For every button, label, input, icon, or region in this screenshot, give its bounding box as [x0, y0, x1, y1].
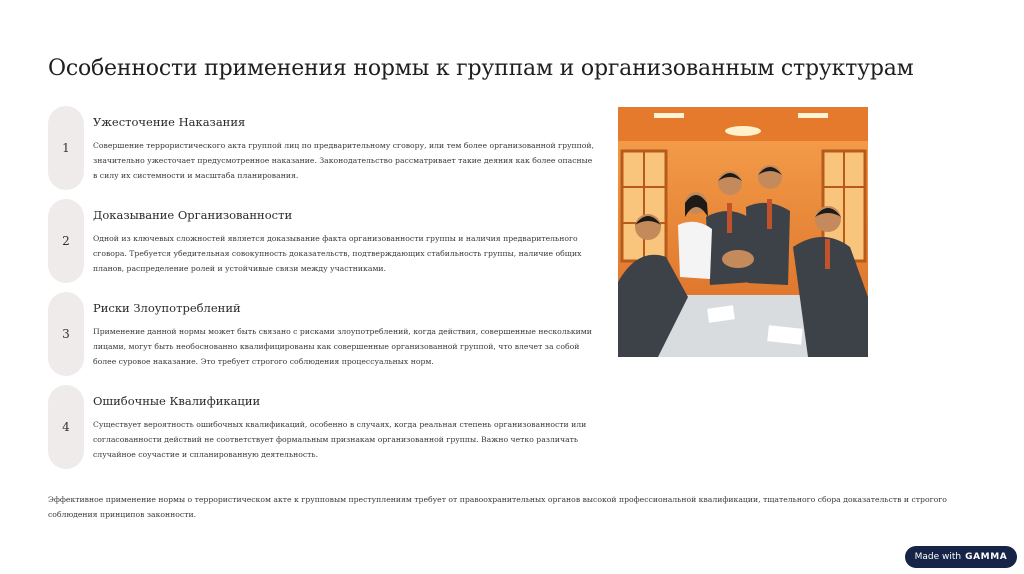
step-number-pill: 4 [48, 385, 84, 469]
item-text: Применение данной нормы может быть связано с рисками злоупотреблений, когда действия, совершенные несколькими лицами, могут быть необоснованно квалифицированы как совершенные организованной группой, что влечет за собой более суровое наказание. Это требует строгого соблюдения процессуальных норм. [93, 327, 592, 366]
item-heading: Риски Злоупотреблений [93, 301, 241, 315]
item-text: Совершение террористического акта группой лиц по предварительному сговору, или тем более организованной группой, значительно ужесточает предусмотренное наказание. Законодательство рассматривает такие деяния как более опасные в силу их системности и масштаба планирования. [93, 141, 594, 180]
item-heading: Ошибочные Квалификации [93, 394, 261, 408]
step-number-pill: 2 [48, 199, 84, 283]
slide-title: Особенности применения нормы к группам и организованным структурам [48, 56, 914, 81]
item-heading: Ужесточение Наказания [93, 115, 246, 129]
meeting-illustration [618, 107, 868, 357]
summary-text: Эффективное применение нормы о террористическом акте к групповым преступлениям требует от правоохранительных органов высокой профессиональной квалификации, тщательного сбора доказательств и строгого соблюдения принципов законности. [48, 495, 947, 519]
item-text: Одной из ключевых сложностей является доказывание факта организованности группы и наличия предварительного сговора. Требуется убедительная совокупность доказательств, подтверждающих стабильность группы, наличие общих планов, распределение ролей и устойчивые связи между участниками. [93, 234, 582, 273]
item-text: Существует вероятность ошибочных квалификаций, особенно в случаях, когда реальная степень организованности или согласованности действий не соответствует формальным признакам организованной группы. Важно четко различать случайное соучастие и спланированную деятельность. [93, 420, 587, 459]
step-number-pill: 3 [48, 292, 84, 376]
made-with-gamma-badge[interactable] [905, 546, 1017, 568]
step-number-pill: 1 [48, 106, 84, 190]
gamma-logo: GAMMA [965, 552, 1008, 562]
item-heading: Доказывание Организованности [93, 208, 293, 222]
badge-prefix: Made with [914, 552, 962, 562]
